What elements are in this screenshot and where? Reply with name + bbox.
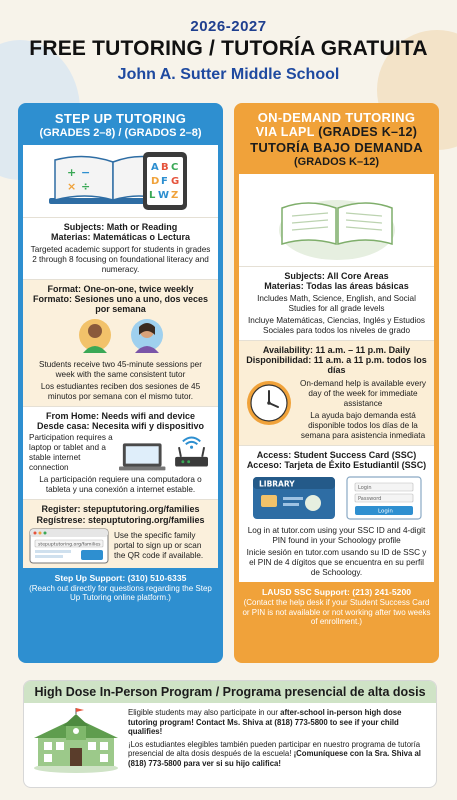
step-up-title: STEP UP TUTORING — [54, 111, 187, 126]
core-subjects-description-en: Includes Math, Science, English, and Social Studies for all grade levels — [257, 293, 416, 313]
format-heading-en: Format: One-on-one, twice weekly — [47, 283, 194, 294]
flyer-title: FREE TUTORING / TUTORÍA GRATUITA — [29, 37, 428, 60]
high-dose-panel — [23, 680, 437, 788]
school-building-icon — [32, 708, 120, 774]
book-letter: L — [148, 190, 155, 201]
step-up-heading — [18, 103, 223, 145]
clock-icon — [245, 379, 293, 427]
register-heading-es[interactable]: Regístrese: stepuptutoring.org/families — [36, 514, 205, 525]
high-dose-body — [24, 703, 436, 779]
access-description-es: Inicie sesión en tutor.com usando su ID de SSC y el PIN de 4 dígitos que se encuentra en su perfil de Schoology. — [246, 548, 427, 578]
on-demand-title-es: TUTORÍA BAJO DEMANDA — [250, 140, 423, 155]
mini-url-text: stepuptutoring.org/families — [38, 542, 101, 548]
svg-text:+: + — [66, 166, 76, 179]
access-heading-es: Acceso: Tarjeta de Éxito Estudiantil (SSC) — [246, 460, 427, 471]
book-letter: A — [150, 162, 159, 173]
availability-heading-es: Disponibilidad: 11 a.m. a 11 p.m. todos los días — [246, 355, 427, 376]
school-year: 2026-2027 — [190, 18, 267, 35]
lausd-support-phone[interactable]: LAUSD SSC Support: (213) 241-5200 — [262, 587, 411, 598]
library-card-login-icon — [247, 473, 427, 521]
high-dose-text — [128, 708, 428, 774]
book-letter: W — [157, 190, 169, 201]
register-description: Use the specific family portal to sign up or scan the QR code if available. — [114, 531, 204, 561]
format-description-en: Students receive two 45-minute sessions per week with the same consistent tutor — [39, 359, 202, 379]
high-dose-es-contact: ¡Comuníquese con la Sra. Shiva al (818) 773-5800 para ver si su hijo califica! — [128, 749, 421, 768]
on-demand-tutoring-panel — [234, 103, 439, 663]
availability-heading-en: Availability: 11 a.m. – 11 p.m. Daily — [262, 344, 411, 355]
access-heading-en: Access: Student Success Card (SSC) — [256, 449, 417, 460]
book-letter: F — [160, 176, 168, 187]
core-subjects-heading-en: Subjects: All Core Areas — [284, 271, 389, 281]
school-name: John A. Sutter Middle School — [117, 66, 340, 83]
access-description-en: Log in at tutor.com using your SSC ID and 4-digit PIN found in your Schoology profile — [247, 526, 426, 546]
core-subjects-heading-es: Materias: Todas las áreas básicas — [264, 281, 409, 292]
home-heading-es: Desde casa: Necesita wifi y dispositivo — [36, 421, 205, 432]
login-button-text: Login — [377, 508, 393, 515]
lausd-support-note: (Contact the help desk if your Student Success Card or PIN is not available or not working after two weeks of enrollment.) — [242, 597, 431, 627]
home-description-es: La participación requiere una computadora o tableta y una conexión a internet estable. — [39, 475, 202, 495]
subjects-heading-es: Materias: Matemáticas o Lectura — [50, 232, 191, 243]
step-up-support-phone[interactable]: Step Up Support: (310) 510-6335 — [54, 573, 187, 584]
step-up-tutoring-panel — [18, 103, 223, 663]
home-row — [29, 433, 212, 473]
on-demand-grades: (GRADES K–12) — [318, 125, 418, 139]
on-demand-heading — [234, 103, 439, 174]
availability-row — [245, 379, 428, 441]
core-subjects-section — [239, 266, 434, 340]
book-tablet-illustration-section — [23, 145, 218, 217]
book-letter: C — [170, 162, 178, 173]
core-subjects-description-es: Incluye Matemáticas, Ciencias, Inglés y Estudios Sociales para todos los niveles de grado — [247, 315, 426, 335]
high-dose-en-intro: Eligible students may also participate in our — [128, 708, 281, 717]
on-demand-title-line1: ON-DEMAND TUTORING — [257, 110, 416, 125]
subjects-heading-en: Subjects: Math or Reading — [63, 222, 178, 232]
tutor-student-icon — [61, 317, 181, 355]
availability-section — [239, 340, 434, 445]
availability-description-en: On-demand help is available every day of the week for immediate assistance — [299, 378, 427, 408]
register-section — [23, 499, 218, 568]
password-field-text: Password — [357, 496, 381, 503]
register-row — [29, 528, 212, 564]
book-tablet-icon — [41, 148, 201, 214]
flyer-header — [0, 18, 457, 84]
on-demand-title-via: VIA LAPL — [255, 125, 315, 139]
book-letter: D — [150, 176, 159, 187]
login-field-text: Login — [357, 485, 371, 492]
home-description-en: Participation requires a laptop or tablet and a stable internet connection — [29, 433, 113, 473]
book-letter: Z — [170, 190, 178, 201]
step-up-support-note: (Reach out directly for questions regarding the Step Up Tutoring online platform.) — [29, 583, 212, 603]
laptop-router-icon — [119, 433, 212, 473]
on-demand-grades-es: (GRADOS K–12) — [294, 156, 379, 168]
availability-description-es: La ayuda bajo demanda está disponible todos los días de la semana para asistencia inmediata — [300, 410, 426, 440]
library-card-label: LIBRARY — [258, 479, 295, 489]
high-dose-es-intro: ¡Los estudiantes elegibles también pueden participar en nuestro programa de tutoría presencial de alta dosis después de la escuela! — [128, 739, 421, 758]
open-book-icon — [252, 178, 422, 262]
lausd-support — [234, 582, 439, 632]
browser-window-icon — [29, 528, 109, 564]
access-section — [239, 445, 434, 583]
register-heading-en[interactable]: Register: stepuptutoring.org/families — [41, 504, 200, 515]
step-up-grades: (GRADES 2–8) / (GRADOS 2–8) — [39, 127, 202, 139]
subjects-section — [23, 217, 218, 279]
open-book-illustration-section — [239, 174, 434, 266]
svg-text:−: − — [80, 166, 90, 179]
svg-text:×: × — [66, 180, 76, 193]
format-section — [23, 279, 218, 406]
book-letter: G — [170, 176, 179, 187]
svg-text:÷: ÷ — [80, 180, 90, 193]
format-description-es: Los estudiantes reciben dos sesiones de 45 minutos por semana con el mismo tutor. — [40, 381, 201, 401]
book-letter: B — [160, 162, 169, 173]
home-section — [23, 406, 218, 500]
format-heading-es: Formato: Sesiones uno a uno, dos veces por semana — [32, 294, 209, 315]
high-dose-en-contact: after-school in-person high dose tutoring program! Contact Ms. Shiva at (818) 773-5800 to see if your child qualifies! — [128, 708, 402, 736]
high-dose-title: High Dose In-Person Program / Programa presencial de alta dosis — [24, 681, 436, 703]
subjects-description: Targeted academic support for students in grades 2 through 8 focusing on foundational literacy and numeracy. — [30, 244, 211, 274]
home-heading-en: From Home: Needs wifi and device — [45, 410, 196, 421]
step-up-support — [18, 568, 223, 608]
